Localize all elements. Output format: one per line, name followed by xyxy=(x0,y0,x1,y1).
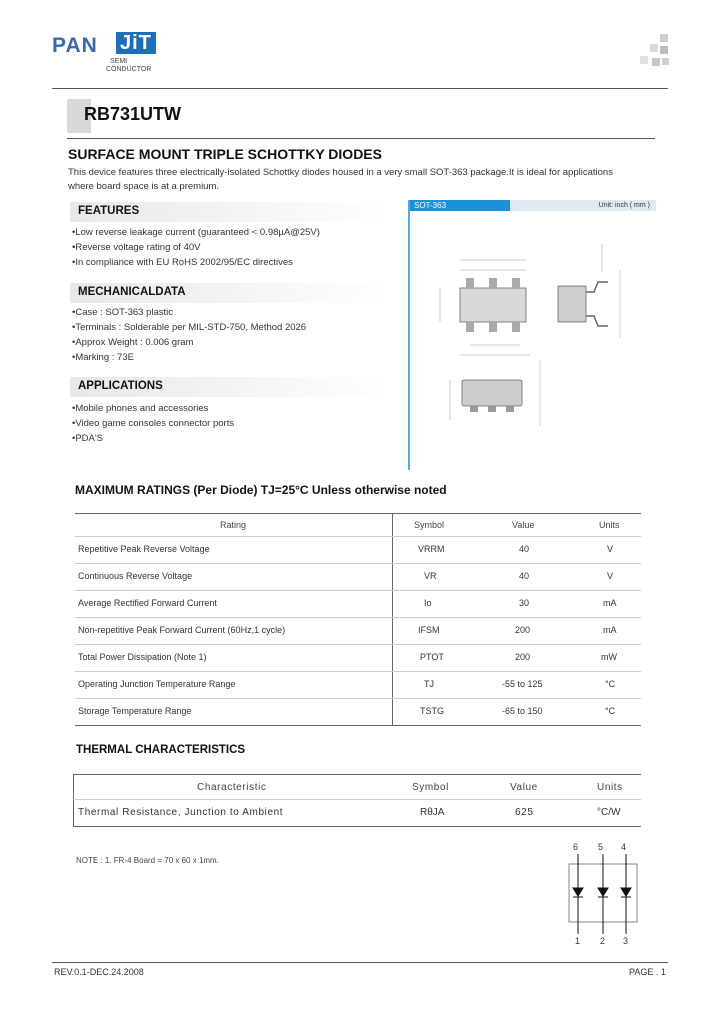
table-cell: Continuous Reverse Voltage xyxy=(78,571,193,581)
table-cell: °C/W xyxy=(597,807,621,818)
max-header-symbol: Symbol xyxy=(414,520,445,530)
logo-jit-text: JiT xyxy=(116,32,156,54)
table-cell: -55 to 125 xyxy=(502,679,543,689)
table-cell: Io xyxy=(424,598,432,608)
table-cell: 40 xyxy=(519,571,530,581)
decorative-squares-icon xyxy=(636,34,670,68)
max-header-units: Units xyxy=(599,520,620,530)
table-cell: °C xyxy=(605,679,616,689)
logo-semi-text: SEMI xyxy=(110,58,128,65)
table-cell: V xyxy=(607,544,614,554)
table-cell: VR xyxy=(424,571,437,581)
intro-paragraph: This device features three electrically-isolated Schottky diodes housed in a very small SOT-363 package.It is ideal for applications where board space is at a premium. xyxy=(68,167,613,192)
package-name-tab: SOT-363 xyxy=(410,200,510,211)
max-header-rating: Rating xyxy=(220,520,247,530)
table-cell: °C xyxy=(605,706,616,716)
list-item: • Mobile phones and accessories xyxy=(72,401,402,416)
table-row-divider xyxy=(75,671,641,672)
package-drawing-panel xyxy=(408,200,654,470)
list-item: • Case : SOT-363 plastic xyxy=(72,305,402,320)
pin-label: 1 xyxy=(575,936,581,946)
pinout-diagram xyxy=(568,842,638,946)
pin-label: 2 xyxy=(600,936,606,946)
table-cell: mA xyxy=(603,625,617,635)
table-cell: V xyxy=(607,571,614,581)
thermal-table-bottom-border xyxy=(73,826,641,827)
max-ratings-heading: MAXIMUM RATINGS (Per Diode) TJ=25°C Unless otherwise noted xyxy=(75,483,447,497)
thermal-row-divider xyxy=(73,799,641,800)
triple-diode-schematic-icon xyxy=(568,854,638,934)
thermal-header-symbol: Symbol xyxy=(412,782,449,793)
table-cell: Total Power Dissipation (Note 1) xyxy=(78,652,207,662)
table-row-divider xyxy=(75,617,641,618)
applications-heading: APPLICATIONS xyxy=(78,380,163,392)
list-item: • In compliance with EU RoHS 2002/95/EC directives xyxy=(72,255,402,270)
table-row-divider xyxy=(75,590,641,591)
list-item: • Approx Weight : 0.006 gram xyxy=(72,335,402,350)
part-number-title: RB731UTW xyxy=(84,104,182,124)
logo-conductor-text: CONDUCTOR xyxy=(106,66,152,73)
table-row-divider xyxy=(75,563,641,564)
table-cell: RθJA xyxy=(420,807,445,818)
pin-label: 4 xyxy=(621,842,627,852)
table-row-divider xyxy=(75,698,641,699)
panjit-logo xyxy=(52,30,172,78)
sot363-outline-drawing xyxy=(430,230,650,465)
table-cell: VRRM xyxy=(418,544,445,554)
table-row-divider xyxy=(75,536,641,537)
table-cell: Non-repetitive Peak Forward Current (60Hz,1 cycle) xyxy=(78,625,286,635)
table-cell: 40 xyxy=(519,544,530,554)
features-list xyxy=(72,225,402,270)
package-unit-label: Unit: inch ( mm ) xyxy=(510,200,656,211)
max-header-value: Value xyxy=(512,520,535,530)
list-item: • Reverse voltage rating of 40V xyxy=(72,240,402,255)
table-cell: 30 xyxy=(519,598,530,608)
table-cell: 200 xyxy=(515,652,531,662)
page-subtitle: SURFACE MOUNT TRIPLE SCHOTTKY DIODES xyxy=(68,146,382,162)
table-cell: 200 xyxy=(515,625,531,635)
table-column-divider xyxy=(392,513,393,725)
list-item: • Marking : 73E xyxy=(72,350,402,365)
list-item: • Video game consoles connector ports xyxy=(72,416,402,431)
list-item: • PDA'S xyxy=(72,431,402,446)
applications-list xyxy=(72,401,402,446)
table-cell: TSTG xyxy=(420,706,444,716)
pin-label: 6 xyxy=(573,842,579,852)
thermal-header-characteristic: Characteristic xyxy=(197,782,267,793)
table-cell: mA xyxy=(603,598,617,608)
table-cell: Repetitive Peak Reverse Voltage xyxy=(78,544,210,554)
list-item: • Low reverse leakage current (guaranteed < 0.98µA@25V) xyxy=(72,225,402,240)
table-cell: Storage Temperature Range xyxy=(78,706,192,716)
table-cell: TJ xyxy=(424,679,434,689)
features-heading: FEATURES xyxy=(78,205,140,217)
page-number: PAGE . 1 xyxy=(629,967,666,977)
footer-divider xyxy=(52,962,668,963)
pin-label: 5 xyxy=(598,842,604,852)
table-cell: Thermal Resistance, Junction to Ambient xyxy=(78,807,284,818)
thermal-heading: THERMAL CHARACTERISTICS xyxy=(76,744,246,756)
footnote: NOTE : 1. FR-4 Board = 70 x 60 x 1mm. xyxy=(76,856,219,865)
logo-pan-text: PAN xyxy=(52,34,98,57)
table-cell: PTOT xyxy=(420,652,444,662)
table-row-divider xyxy=(75,644,641,645)
mechanical-heading: MECHANICALDATA xyxy=(78,286,186,298)
table-cell: Average Rectified Forward Current xyxy=(78,598,217,608)
table-top-border xyxy=(75,513,641,514)
list-item: • Terminals : Solderable per MIL-STD-750, Method 2026 xyxy=(72,320,402,335)
thermal-header-units: Units xyxy=(597,782,623,793)
table-cell: -65 to 150 xyxy=(502,706,543,716)
table-cell: 625 xyxy=(515,807,534,818)
thermal-table-top-border xyxy=(73,774,641,775)
revision-label: REV.0.1-DEC.24.2008 xyxy=(54,967,144,977)
thermal-header-value: Value xyxy=(510,782,538,793)
table-bottom-border xyxy=(75,725,641,726)
thermal-table-left-border xyxy=(73,774,74,826)
table-cell: IFSM xyxy=(418,625,440,635)
pin-label: 3 xyxy=(623,936,629,946)
table-cell: mW xyxy=(601,652,617,662)
table-cell: Operating Junction Temperature Range xyxy=(78,679,236,689)
header-divider xyxy=(52,88,668,89)
title-divider xyxy=(67,138,655,139)
mechanical-list xyxy=(72,305,402,365)
